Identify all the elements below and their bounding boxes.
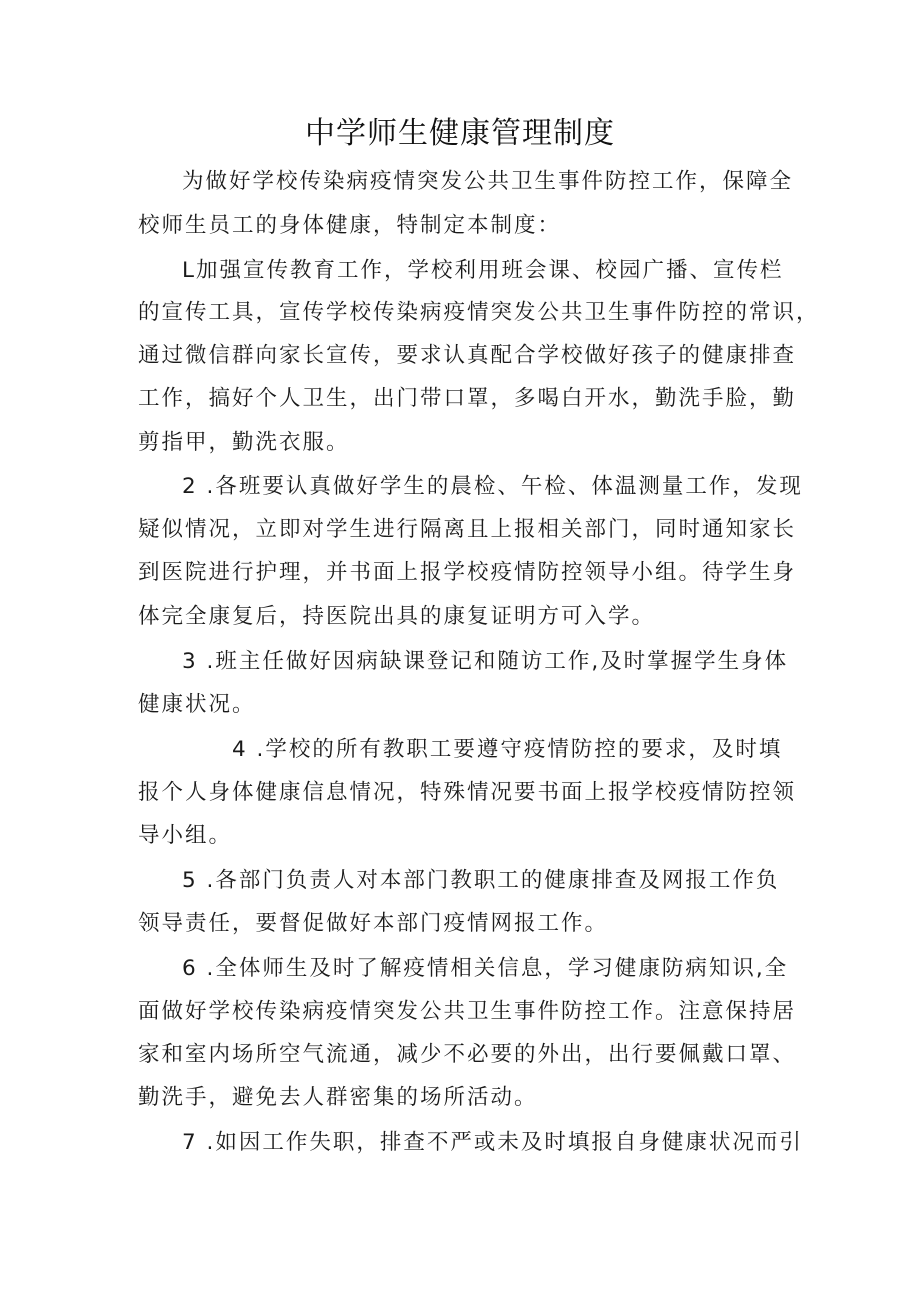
paragraph-line: 校师生员工的身体健康，特制定本制度： (138, 213, 562, 238)
paragraph-line: 导小组。 (138, 823, 233, 848)
paragraph-line: L加强宣传教育工作，学校利用班会课、校园广播、宣传栏 (182, 258, 784, 283)
paragraph-line: 体完全康复后，持医院出具的康复证明方可入学。 (138, 604, 656, 629)
paragraph-line: 疑似情况，立即对学生进行隔离且上报相关部门，同时通知家长 (138, 517, 797, 542)
paragraph-line: 报个人身体健康信息情况，特殊情况要书面上报学校疫情防控领 (138, 780, 797, 805)
paragraph-line: 领导责任，要督促做好本部门疫情网报工作。 (138, 911, 609, 936)
paragraph-line: 4 .学校的所有教职工要遵守疫情防控的要求，及时填 (232, 737, 783, 762)
paragraph-line: 剪指甲，勤洗衣服。 (138, 430, 350, 455)
paragraph-line: 5 .各部门负责人对本部门教职工的健康排查及网报工作负 (182, 868, 780, 893)
paragraph-line: 的宣传工具，宣传学校传染病疫情突发公共卫生事件防控的常识， (138, 300, 820, 325)
paragraph-line: 健康状况。 (138, 692, 256, 717)
paragraph-line: 3 .班主任做好因病缺课登记和随访工作,及时掌握学生身体 (182, 649, 789, 674)
paragraph-line: 通过微信群向家长宣传，要求认真配合学校做好孩子的健康排查 (138, 343, 797, 368)
paragraph-line: 2 .各班要认真做好学生的晨检、午检、体温测量工作，发现 (182, 474, 803, 499)
document-title: 中学师生健康管理制度 (305, 116, 615, 151)
paragraph-line: 家和室内场所空气流通，减少不必要的外出，出行要佩戴口罩、 (138, 1042, 797, 1067)
paragraph-line: 工作，搞好个人卫生，出门带口罩，多喝白开水，勤洗手脸，勤 (138, 386, 797, 411)
paragraph-line: 到医院进行护理，并书面上报学校疫情防控领导小组。待学生身 (138, 560, 797, 585)
paragraph-line: 6 .全体师生及时了解疫情相关信息，学习健康防病知识,全 (182, 956, 789, 981)
paragraph-line: 为做好学校传染病疫情突发公共卫生事件防控工作，保障全 (182, 169, 794, 194)
paragraph-line: 勤洗手，避免去人群密集的场所活动。 (138, 1085, 538, 1110)
paragraph-line: 7 .如因工作失职，排查不严或未及时填报自身健康状况而引 (182, 1130, 803, 1155)
paragraph-line: 面做好学校传染病疫情突发公共卫生事件防控工作。注意保持居 (138, 999, 797, 1024)
